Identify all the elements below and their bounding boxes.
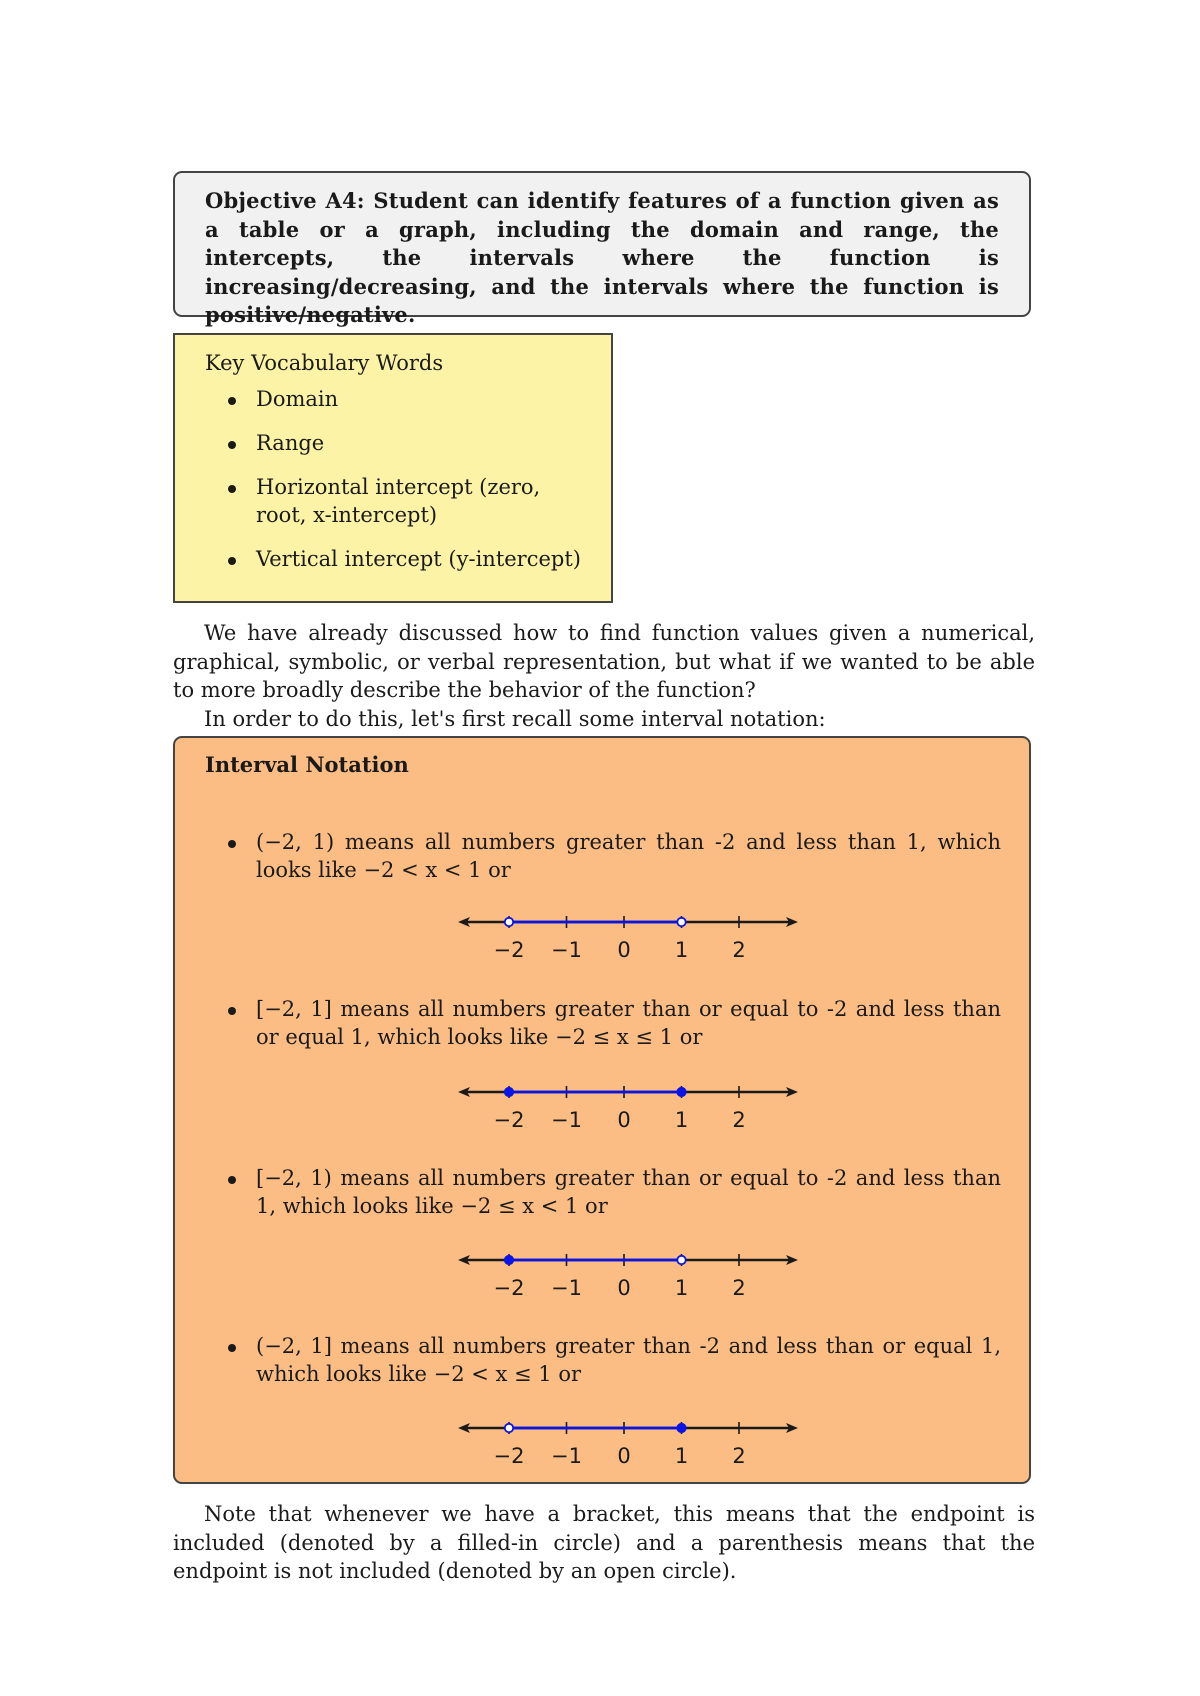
number-line xyxy=(452,1248,812,1318)
intro-paragraph-1 xyxy=(173,619,1035,705)
interval-text: [−2, 1) means all numbers greater than or equal to -2 and less than 1, which looks like −2 ≤ x < 1 or xyxy=(225,1164,1001,1220)
tick-label: −2 xyxy=(493,1108,525,1132)
interval-item-closed-open xyxy=(225,1164,1001,1220)
vocabulary-item-range: Range xyxy=(225,429,581,457)
right-endpoint xyxy=(677,918,685,926)
interval-text: [−2, 1] means all numbers greater than or equal to -2 and less than or equal 1, which looks like −2 ≤ x ≤ 1 or xyxy=(225,995,1001,1051)
tick-label: 0 xyxy=(617,1444,631,1468)
vocabulary-title: Key Vocabulary Words xyxy=(205,351,444,375)
tick-label: 2 xyxy=(732,1276,746,1300)
tick-label: 0 xyxy=(617,1108,631,1132)
left-endpoint xyxy=(505,1088,513,1096)
number-line xyxy=(452,1416,812,1486)
tick-label: 1 xyxy=(674,1276,689,1300)
tick-label: −2 xyxy=(493,938,525,962)
intro-paragraph-1-text: We have already discussed how to find function values given a numerical, graphical, symbolic, or verbal representation, but what if we wanted to be able to more broadly describe the behavior of the function? xyxy=(173,621,1035,702)
intro-paragraph-2-text: In order to do this, let's first recall some interval notation: xyxy=(204,707,826,731)
tick-label: −1 xyxy=(551,938,582,962)
interval-item-open-closed xyxy=(225,1332,1001,1388)
tick-label: −1 xyxy=(551,1276,582,1300)
number-line xyxy=(452,910,812,980)
interval-text: (−2, 1] means all numbers greater than -2 and less than or equal 1, which looks like −2 < x ≤ 1 or xyxy=(225,1332,1001,1388)
vocabulary-list xyxy=(205,385,581,573)
interval-item-open-open xyxy=(225,828,1001,884)
interval-text: (−2, 1) means all numbers greater than -2 and less than 1, which looks like −2 < x < 1 or xyxy=(225,828,1001,884)
left-endpoint xyxy=(505,1256,513,1264)
right-endpoint xyxy=(677,1256,685,1264)
objective-box xyxy=(173,171,1031,327)
tick-label: 2 xyxy=(732,938,746,962)
tick-label: 2 xyxy=(732,1444,746,1468)
vocabulary-item-horizontal-intercept: Horizontal intercept (zero, root, x-intercept) xyxy=(225,473,581,529)
intro-paragraph-2 xyxy=(173,705,1035,734)
tick-label: 2 xyxy=(732,1108,746,1132)
tick-label: 1 xyxy=(674,938,689,962)
tick-label: −2 xyxy=(493,1444,525,1468)
right-endpoint xyxy=(677,1088,685,1096)
tick-label: 0 xyxy=(617,1276,631,1300)
left-endpoint xyxy=(505,918,513,926)
tick-label: −2 xyxy=(493,1276,525,1300)
vocabulary-item-vertical-intercept: Vertical intercept (y-intercept) xyxy=(225,545,581,573)
interval-notation-box xyxy=(173,736,1031,1484)
left-endpoint xyxy=(505,1424,513,1432)
vocabulary-box xyxy=(173,333,613,603)
tick-label: −1 xyxy=(551,1108,582,1132)
tick-label: −1 xyxy=(551,1444,582,1468)
vocabulary-item-domain: Domain xyxy=(225,385,581,413)
objective-text: Objective A4: Student can identify features of a function given as a table or a graph, including the domain and range, the intercepts, the intervals where the function is increasing/decreasing, and the intervals where the function is positive/negative. xyxy=(205,188,999,327)
tick-label: 1 xyxy=(674,1444,689,1468)
number-line xyxy=(452,1080,812,1150)
interval-notation-title: Interval Notation xyxy=(205,752,409,777)
note-paragraph xyxy=(173,1500,1035,1586)
right-endpoint xyxy=(677,1424,685,1432)
note-paragraph-text: Note that whenever we have a bracket, this means that the endpoint is included (denoted by a filled-in circle) and a parenthesis means that the endpoint is not included (denoted by an open circle). xyxy=(173,1502,1035,1583)
interval-item-closed-closed xyxy=(225,995,1001,1051)
tick-label: 0 xyxy=(617,938,631,962)
tick-label: 1 xyxy=(674,1108,689,1132)
